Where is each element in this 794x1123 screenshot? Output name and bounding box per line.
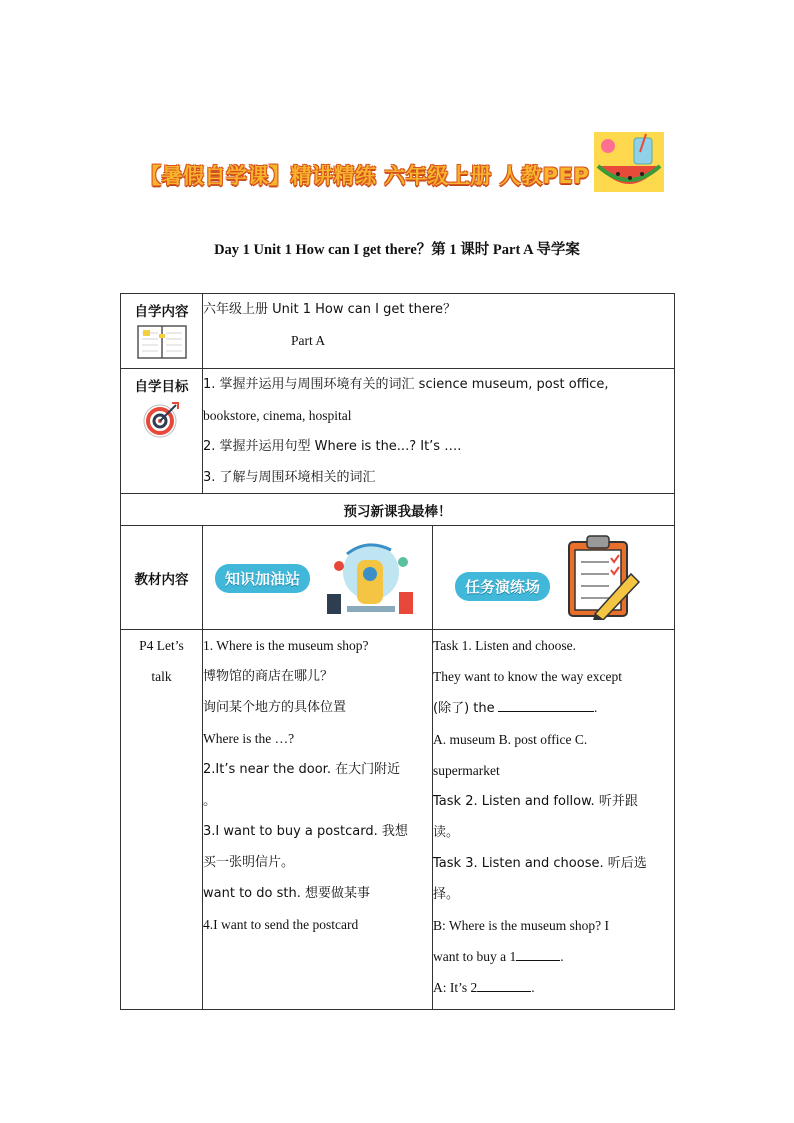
task2-title: Task 2. Listen and follow. 听并跟 (433, 794, 638, 809)
task3-title-line2: 择。 (433, 887, 460, 902)
document-title: Day 1 Unit 1 How can I get there？第 1 课时 Part A 导学案 (214, 242, 580, 258)
knowledge-line-7: 3.I want to buy a postcard. 我想 (203, 824, 408, 839)
task3-a-text: A: It’s 2 (433, 980, 478, 995)
goal-line-3: 2. 掌握并运用句型 Where is the...? It’s …. (203, 439, 462, 454)
content-line-1: 六年级上册 Unit 1 How can I get there？ (203, 302, 456, 317)
p4-label-line-1: P4 Let’s (139, 638, 184, 653)
goals-cell (203, 369, 675, 494)
notebook-icon (136, 324, 188, 360)
task1-question: They want to know the way except (433, 669, 622, 684)
label-self-study-content (121, 294, 203, 369)
task1-answer-blank[interactable] (498, 697, 594, 712)
goal-line-1: 1. 掌握并运用与周围环境有关的词汇 science museum, post office, (203, 377, 609, 392)
watermelon-drink-icon (594, 132, 664, 192)
task1-title: Task 1. Listen and choose. (433, 638, 577, 653)
p4-label-line-2: talk (151, 669, 172, 684)
knowledge-line-5: 2.It’s near the door. 在大门附近 (203, 762, 401, 777)
target-icon (142, 399, 182, 439)
label-materials (121, 526, 203, 630)
task3-line-a: A: It’s 2 . (433, 972, 674, 1003)
task1-question-text: (除了) the (433, 701, 495, 716)
goal-line-2: bookstore, cinema, hospital (203, 408, 352, 423)
knowledge-station-badge: 知识加油站 (215, 564, 310, 593)
tasks-cell (433, 630, 675, 1010)
clipboard-pencil-icon (565, 534, 641, 620)
knowledge-line-10: 4.I want to send the postcard (203, 917, 359, 932)
knowledge-line-6: 。 (203, 793, 217, 808)
knowledge-line-4: Where is the …? (203, 731, 295, 746)
knowledge-station-cell (203, 526, 433, 630)
row-preview-title (121, 494, 675, 526)
content-line-2: Part A (291, 333, 326, 348)
task3-blank-2[interactable] (477, 977, 531, 992)
label-p4-talk (121, 630, 203, 1010)
content-cell (203, 294, 675, 369)
lesson-table (120, 293, 675, 1010)
row-self-study-content (121, 294, 675, 369)
knowledge-line-1: 1. Where is the museum shop? (203, 638, 369, 653)
task1-options: A. museum B. post office C. (433, 732, 588, 747)
label-text: 自学内容 (134, 304, 189, 320)
row-p4-talk (121, 630, 675, 1010)
task3-line-b2: want to buy a 1 . (433, 941, 674, 972)
header-banner: 【暑假自学课】精讲精练 六年级上册 人教PEP (140, 164, 590, 188)
task3-line-b1: B: Where is the museum shop? I (433, 918, 609, 933)
task3-blank-1[interactable] (516, 946, 560, 961)
science-illustration-icon (317, 536, 425, 622)
task-practice-cell (433, 526, 675, 630)
row-self-study-goals (121, 369, 675, 494)
row-materials (121, 526, 675, 630)
label-text: 教材内容 (134, 571, 189, 588)
goal-line-4: 3. 了解与周围环境相关的词汇 (203, 470, 376, 485)
task3-b2-text: want to buy a 1 (433, 949, 517, 964)
task3-title: Task 3. Listen and choose. 听后选 (433, 856, 647, 871)
task-practice-badge: 任务演练场 (455, 572, 550, 601)
label-text: 自学目标 (134, 379, 189, 395)
knowledge-line-9: want to do sth. 想要做某事 (203, 886, 370, 901)
knowledge-points-cell (203, 630, 433, 1010)
label-self-study-goals (121, 369, 203, 494)
task1-question-line2: (除了) the . (433, 692, 674, 724)
knowledge-line-3: 询问某个地方的具体位置 (203, 700, 347, 715)
task1-options-line2: supermarket (433, 763, 500, 778)
task2-title-line2: 读。 (433, 825, 460, 840)
preview-title: 预习新课我最棒！ (121, 494, 675, 526)
knowledge-line-8: 买一张明信片。 (203, 855, 295, 870)
knowledge-line-2: 博物馆的商店在哪儿？ (203, 669, 334, 684)
